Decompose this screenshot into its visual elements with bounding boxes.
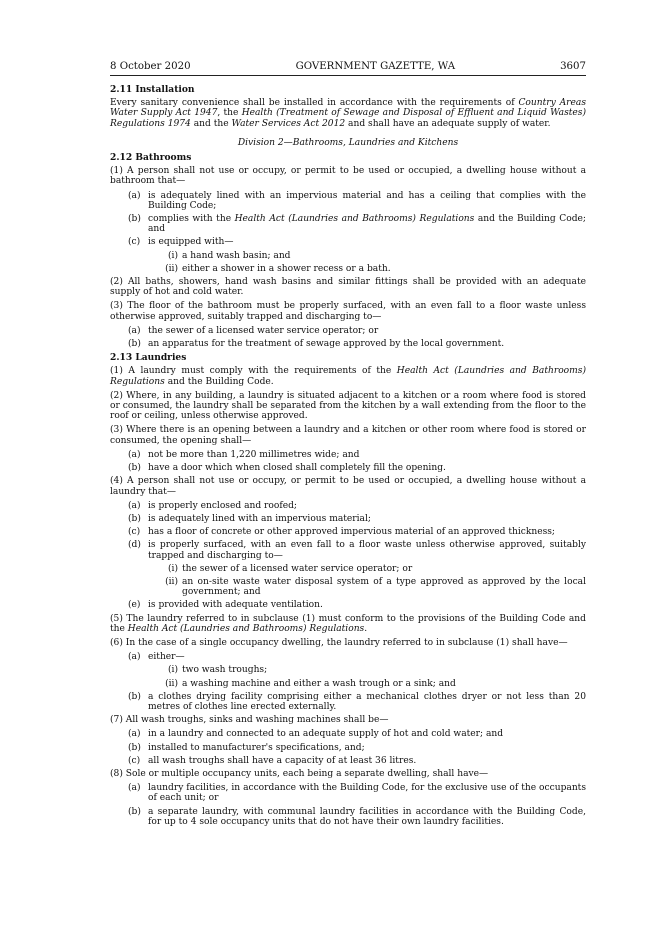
list-item [110,540,586,560]
item-text: have a door which when closed shall completely fill the opening. [148,463,446,474]
item-label: (a) [128,652,141,663]
section-heading: 2.13 Laundries [110,352,187,364]
item-label: (i) [167,665,178,676]
paragraph: (3) The floor of the bathroom must be properly surfaced, with an even fall to a floor waste unless otherwise approved, suitably trapped and discharging to— [110,301,586,322]
item-label: (a) [128,449,141,460]
text: and the [190,118,232,129]
sub-list-item [110,679,586,689]
text: and shall have an adequate supply of water. [345,118,551,129]
list-item [110,807,586,827]
text: Every sanitary convenience shall be installed in accordance with the requirements of [110,98,519,109]
list-item [110,756,586,766]
list-item [110,237,586,247]
paragraph: (1) A person shall not use or occupy, or permit to be used or occupied, a dwelling house without a bathroom that— [110,166,586,187]
item-text: a separate laundry, with communal laundry facilities in accordance with the Building Code, for up to 4 sole occupancy units that do not have their own laundry facilities. [148,806,586,827]
item-text: installed to manufacturer's specifications, and; [148,742,365,753]
item-text: laundry facilities, in accordance with the Building Code, for the exclusive use of the occupants of each unit; or [148,783,586,804]
list-item [110,450,586,460]
paragraph: (6) In the case of a single occupancy dwelling, the laundry referred to in subclause (1) shall have— [110,637,568,648]
item-label: (e) [128,600,141,611]
paragraph [110,614,586,634]
text: , the [217,108,242,119]
item-text: not be more than 1,220 millimetres wide; and [148,449,360,460]
item-label: (b) [128,463,141,474]
list-item [110,729,586,739]
item-label: (b) [128,513,141,524]
item-text: an on-site waste water disposal system of a type approved as approved by the local government; and [182,576,586,598]
list-item [110,214,586,234]
list-item [110,501,586,511]
item-label: (a) [128,325,141,336]
item-label: (i) [167,250,178,261]
section-heading: 2.11 Installation [110,84,195,95]
act-title: Health Act (Laundries and Bathrooms) Regulations [127,623,365,634]
item-label: (ii) [165,678,178,689]
text: (5) The laundry referred to in subclause (1) must conform to the provisions of the Building Code and the [110,613,586,634]
item-label: (a) [128,783,141,794]
item-text: is adequately lined with an impervious material; [148,513,371,524]
sub-list-item [110,577,586,597]
list-item [110,514,586,524]
paragraph: (8) Sole or multiple occupancy units, each being a separate dwelling, shall have— [110,768,489,779]
list-item [110,463,586,473]
item-label: (b) [128,691,141,702]
list-item [110,326,586,336]
sub-list-item [110,564,586,574]
item-text: has a floor of concrete or other approved impervious material of an approved thickness; [148,527,555,538]
item-text: an apparatus for the treatment of sewage approved by the local government. [148,339,505,350]
item-text: the sewer of a licensed water service operator; or [148,325,379,336]
act-title: Health Act (Laundries and Bathrooms) Regulations [234,214,475,225]
item-label: (a) [128,190,141,201]
list-item [110,339,586,349]
item-label: (c) [128,755,141,766]
text: and the Building Code. [164,376,274,387]
division-title: Division 2—Bathrooms, Laundries and Kitchens [237,137,459,148]
item-text: a clothes drying facility comprising either a mechanical clothes dryer or not less than 20 metres of clothes line erected externally. [148,691,586,712]
item-text: is equipped with— [148,237,234,248]
item-text: either— [148,652,185,663]
header-date: 8 October 2020 [110,61,191,72]
item-text: all wash troughs shall have a capacity of at least 36 litres. [148,755,417,766]
text: (1) A laundry must comply with the requirements of the [110,366,397,377]
item-label: (c) [128,527,141,538]
list-item [110,743,586,753]
paragraph: (7) All wash troughs, sinks and washing machines shall be— [110,715,389,726]
item-label: (b) [128,806,141,817]
item-label: (ii) [165,263,178,274]
paragraph: (2) Where, in any building, a laundry is situated adjacent to a kitchen or a room where food is stored or consumed, the laundry shall be separated from the kitchen by a wall extending from the floor to the roof or ceiling, unless otherwise approved. [110,390,586,422]
paragraph: (2) All baths, showers, hand wash basins and similar fittings shall be provided with an adequate supply of hot and cold water. [110,277,586,298]
paragraph: (3) Where there is an opening between a laundry and a kitchen or other room where food is stored or consumed, the opening shall— [110,425,586,446]
item-text: is adequately lined with an impervious material and has a ceiling that complies with the Building Code; [148,190,586,211]
sub-list-item [110,264,586,274]
list-item [110,652,586,662]
text: complies with the [148,214,235,225]
item-label: (b) [128,214,141,225]
item-text: is properly surfaced, with an even fall to a floor waste unless otherwise approved, suitably trapped and discharging to— [148,540,586,561]
item-label: (ii) [165,576,178,587]
list-item [110,692,586,712]
sub-list-item [110,665,586,675]
section-heading: 2.12 Bathrooms [110,152,192,164]
item-label: (b) [128,742,141,753]
text: and the Building Code; and [148,214,586,235]
list-item [110,191,586,211]
item-text: is provided with adequate ventilation. [148,600,323,611]
header-page-number: 3607 [560,61,586,72]
item-text [148,214,586,234]
item-label: (b) [128,339,141,350]
page-header [110,61,586,76]
text: . [364,623,368,634]
header-title: GOVERNMENT GAZETTE, WA [295,61,456,72]
paragraph [110,366,586,386]
act-title: Health Act (Laundries and Bathrooms) Regulations [110,366,586,387]
item-text: two wash troughs; [182,665,268,676]
act-title: Water Services Act 2012 [231,118,346,129]
item-label: (d) [128,540,141,551]
item-text: either a shower in a shower recess or a bath. [182,263,391,274]
paragraph [110,98,586,129]
item-text: in a laundry and connected to an adequate supply of hot and cold water; and [148,729,504,740]
list-item [110,600,586,610]
item-text: a hand wash basin; and [182,250,291,261]
item-text: a washing machine and either a wash trough or a sink; and [182,678,456,689]
item-label: (a) [128,500,141,511]
list-item [110,527,586,537]
item-text: is properly enclosed and roofed; [148,500,297,511]
act-title: Health (Treatment of Sewage and Disposal of Effluent and Liquid Wastes) Regulations 1974 [110,108,587,129]
gazette-page [110,61,586,830]
list-item [110,783,586,803]
item-label: (c) [128,237,141,248]
sub-list-item [110,251,586,261]
paragraph: (4) A person shall not use or occupy, or permit to be used or occupied, a dwelling house without a laundry that— [110,476,586,497]
item-label: (a) [128,729,141,740]
act-title: Country Areas Water Supply Act 1947 [110,98,587,119]
item-text: the sewer of a licensed water service operator; or [182,563,413,574]
item-label: (i) [167,563,178,574]
